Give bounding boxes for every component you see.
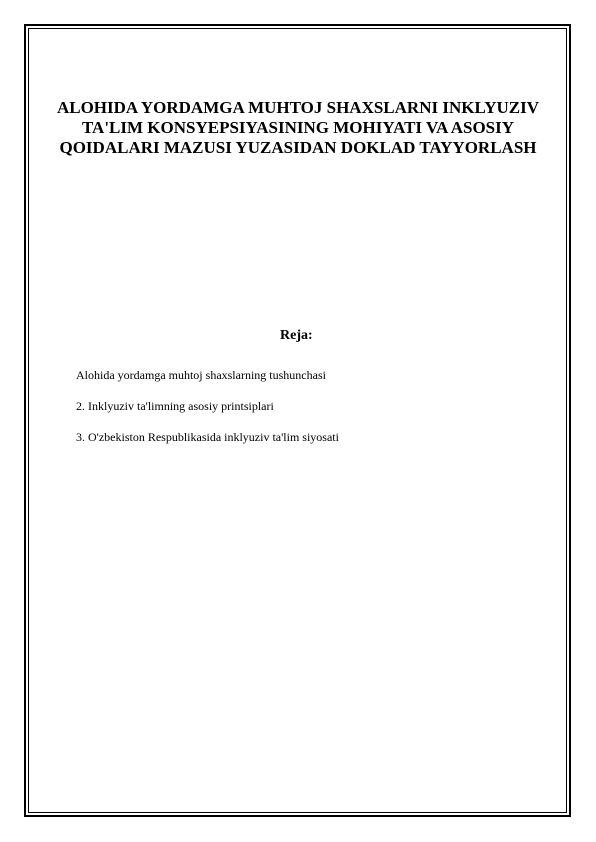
document-title: ALOHIDA YORDAMGA MUHTOJ SHAXSLARNI INKLYUZIV TA'LIM KONSYEPSIYASINING MOHIYATI VA ASOSIY QOIDALARI MAZUSI YUZASIDAN DOKLAD TAYYORLASH — [56, 98, 540, 157]
plan-list — [76, 367, 536, 460]
plan-item: Alohida yordamga muhtoj shaxslarning tushunchasi — [76, 368, 326, 382]
plan-heading: Reja: — [280, 328, 313, 343]
plan-item: 3. O'zbekiston Respublikasida inklyuziv ta'lim siyosati — [76, 430, 339, 444]
plan-item: 2. Inklyuziv ta'limning asosiy printsiplari — [76, 399, 274, 413]
